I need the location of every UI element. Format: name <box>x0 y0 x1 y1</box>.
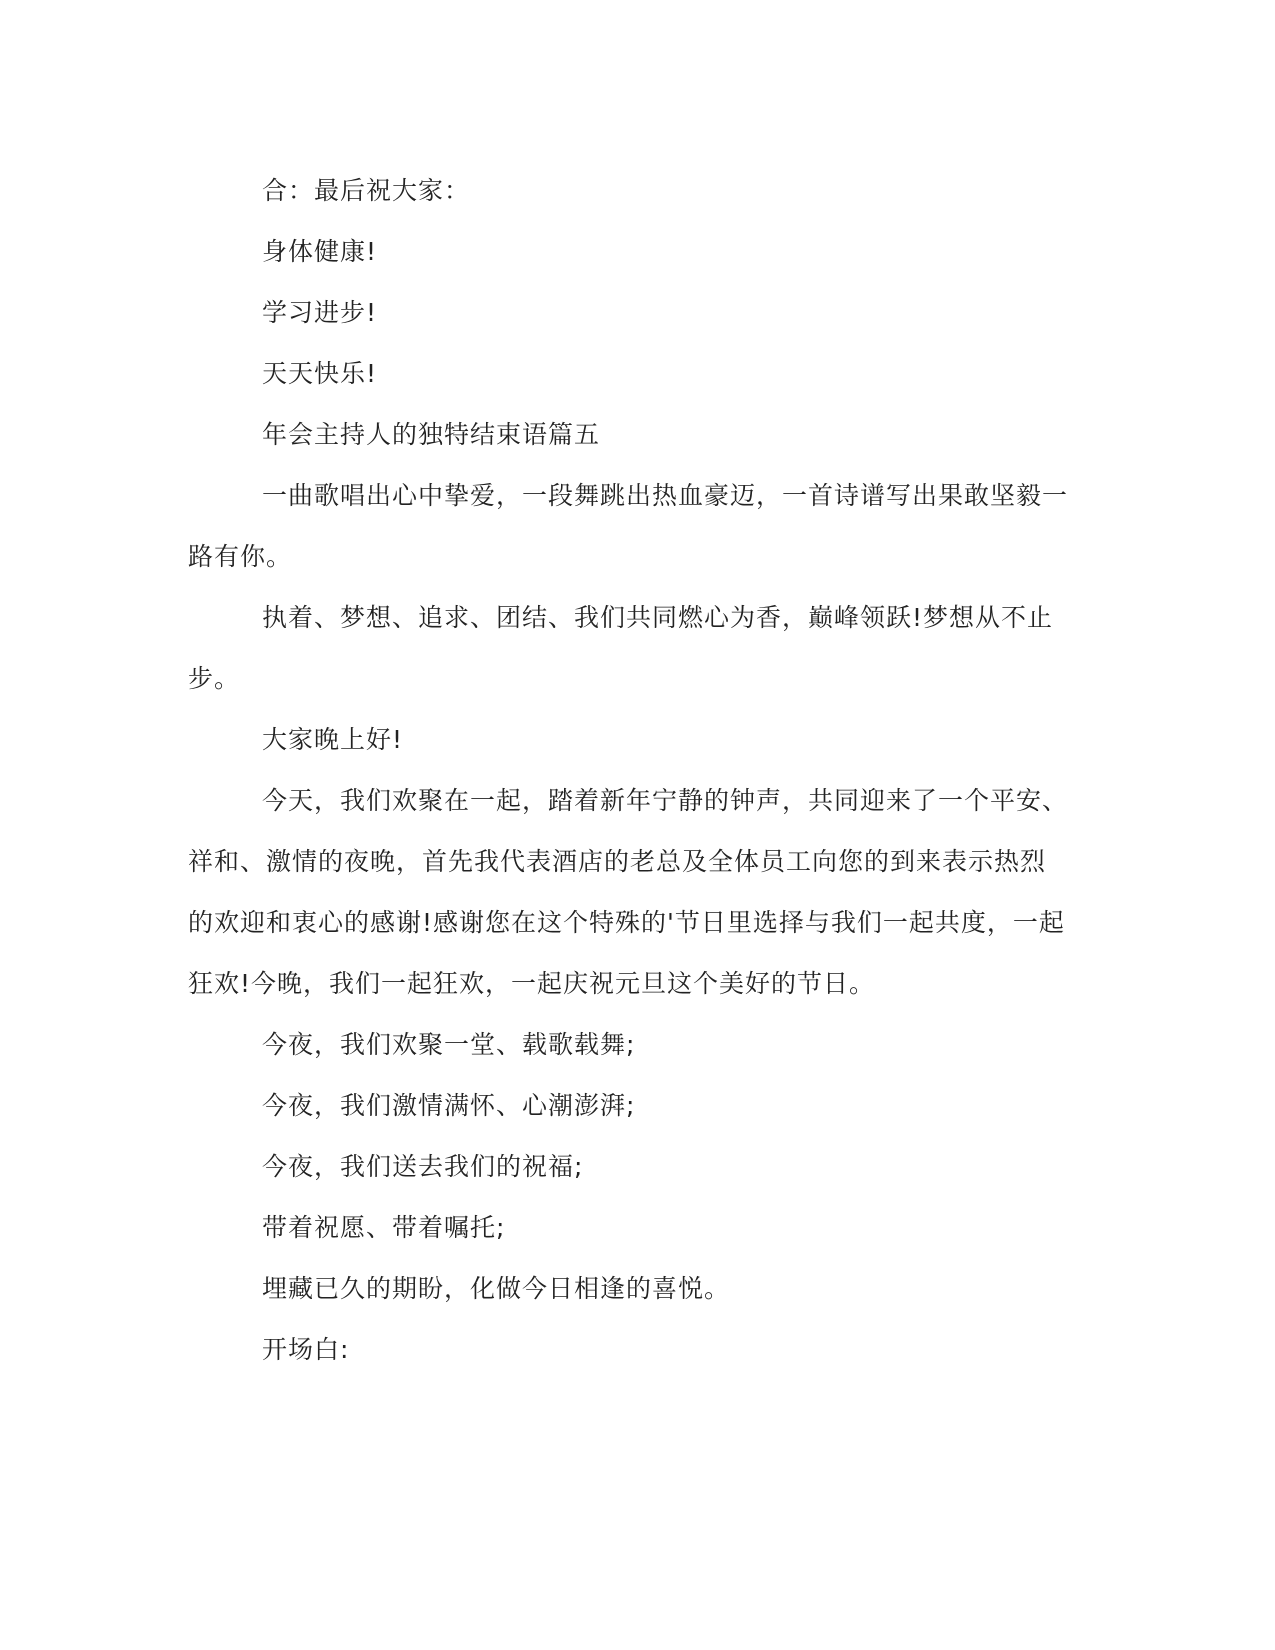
paragraph-opening: 开场白: <box>262 1335 350 1364</box>
paragraph-greeting: 大家晚上好! <box>262 725 404 754</box>
paragraph-study: 学习进步! <box>262 298 378 327</box>
section-heading: 年会主持人的独特结束语篇五 <box>262 420 601 449</box>
paragraph-closing-wish: 合：最后祝大家： <box>262 176 471 205</box>
paragraph-tonight-1: 今夜，我们欢聚一堂、载歌载舞; <box>262 1030 636 1059</box>
paragraph-tonight-2: 今夜，我们激情满怀、心潮澎湃; <box>262 1091 636 1120</box>
paragraph-happy: 天天快乐! <box>262 359 378 388</box>
paragraph-tonight-3: 今夜，我们送去我们的祝福; <box>262 1152 584 1181</box>
paragraph-health: 身体健康! <box>262 237 378 266</box>
paragraph-dream: 执着、梦想、追求、团结、我们共同燃心为香，巅峰领跃!梦想从不止步。 <box>188 603 1054 693</box>
paragraph-welcome: 今天，我们欢聚在一起，踏着新年宁静的钟声，共同迎来了一个平安、祥和、激情的夜晚，首先我代表酒店的老总及全体员工向您的到来表示热烈的欢迎和衷心的感谢!感谢您在这个特殊的'节日里选择与我们一起共度，一起狂欢!今晚，我们一起狂欢，一起庆祝元旦这个美好的节日。 <box>188 786 1069 998</box>
paragraph-song-dance: 一曲歌唱出心中挚爱，一段舞跳出热血豪迈，一首诗谱写出果敢坚毅一路有你。 <box>188 481 1069 571</box>
paragraph-joy: 埋藏已久的期盼，化做今日相逢的喜悦。 <box>262 1274 731 1303</box>
document-body <box>188 160 1068 1380</box>
paragraph-wishes: 带着祝愿、带着嘱托; <box>262 1213 506 1242</box>
